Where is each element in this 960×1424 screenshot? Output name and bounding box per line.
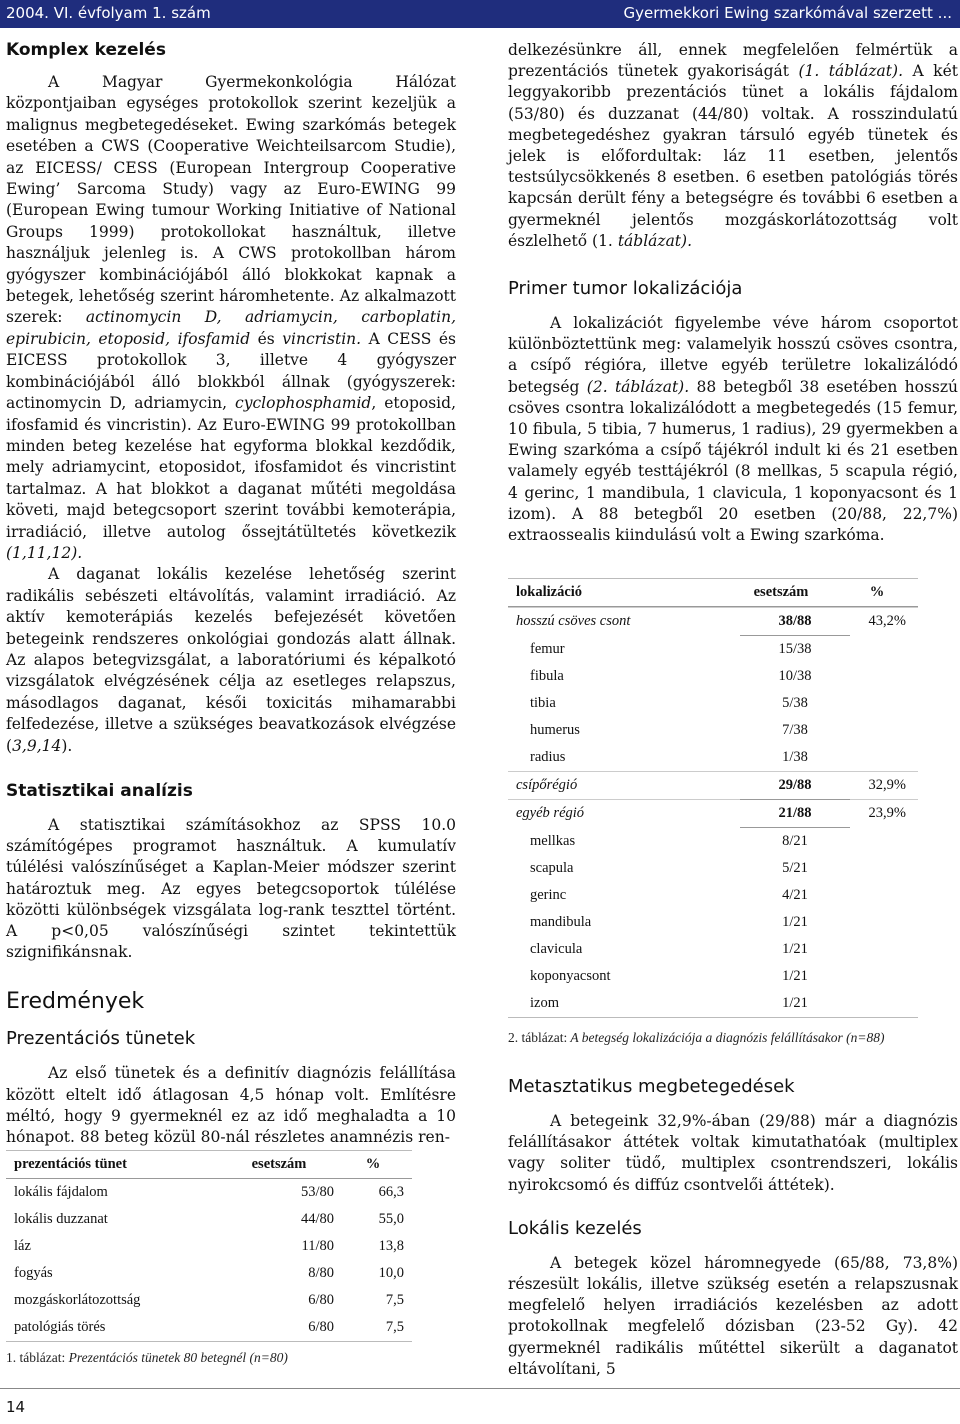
table-1-caption: 1. táblázat: Prezentációs tünetek 80 betegnél (n=80) (6, 1350, 288, 1365)
table-2-row (508, 663, 918, 690)
table-2-cell-count: 1/21 (782, 914, 808, 930)
table-2-row (508, 909, 918, 936)
table-1-cell-symptom: patológiás törés (14, 1319, 106, 1335)
table-2-cell-pct (850, 855, 918, 882)
table-1-cell-symptom: lokális duzzanat (14, 1211, 108, 1227)
table-1-cell-pct: 10,0 (378, 1265, 404, 1281)
table-1-cell-count: 44/80 (300, 1211, 334, 1227)
table-2-cell-pct (850, 882, 918, 909)
table-2-header-row (508, 579, 918, 607)
table-2-cell-count: 7/38 (782, 722, 808, 738)
table-2-row (508, 963, 918, 990)
table-1-cell-count: 11/80 (301, 1238, 334, 1254)
table-2-cell-pct (850, 990, 918, 1018)
table-2-cell-location: koponyacsont (530, 968, 611, 984)
table-2-cell-count: 10/38 (778, 668, 812, 684)
journal-issue: 2004. VI. évfolyam 1. szám (6, 4, 211, 22)
table-1-cell-count: 8/80 (308, 1265, 334, 1281)
table-2-cell-location: izom (530, 995, 559, 1011)
table-2-row (508, 636, 918, 664)
paragraph-komplex-kezeles-2: A daganat lokális kezelése lehetőség szerint radikális sebészeti eltávolítás, valamint irradiáció. Az aktív kemoterápiás kezelés befejezését követően betegeink rendszeres onkológiai gondozás alatt állnak. Az alapos betegvizsgálat, a laboratóriumi és képalkotó vizsgálatok elvégzésének célja az esetleges relapszus, másodlagos daganat, késői toxicitás mihamarabbi felfedezése, illetve a szükséges beavatkozások elvégzése (3,9,14). (6, 565, 456, 755)
table-1-row (6, 1260, 412, 1287)
table-2-cell-pct (850, 744, 918, 772)
table-1-cell-pct: 7,5 (385, 1292, 404, 1308)
table-2-header-location: lokalizáció (508, 579, 726, 607)
page-number: 14 (6, 1398, 26, 1416)
table-1-row (6, 1287, 412, 1314)
table-2 (508, 578, 918, 607)
table-2-cell-count: 1/21 (782, 968, 808, 984)
table-1-cell-pct: 7,5 (385, 1319, 404, 1335)
table-1-header-count: esetszám (224, 1151, 334, 1179)
table-2-row (508, 990, 918, 1018)
paragraph-prezentacios-tunetek: Az első tünetek és a definitív diagnózis felállítása között eltelt idő átlagosan 4,5 hónap volt. Említésre méltó, hogy 9 gyermeknél ez az idő meghaladta a 10 hónapot. 88 beteg közül 80-nál részletes anamnézis ren- (6, 1064, 456, 1147)
footer-rule (0, 1388, 960, 1389)
table-1-cell-symptom: mozgáskorlátozottság (14, 1292, 141, 1308)
table-2-cell-location: tibia (530, 695, 556, 711)
table-2-group-row (508, 800, 918, 828)
table-1-row (6, 1314, 412, 1342)
paragraph-metasztatikus: A betegeink 32,9%-ában (29/88) már a diagnózis felállításakor áttétek voltak kimutathatóak (multiplex vagy soliter tüdő, multiplex csontrendszeri, lokális nyirokcsomó és diffúz csontvelői áttétek). (508, 1112, 958, 1194)
table-2-cell-pct: 43,2% (868, 613, 906, 630)
table-2-block (508, 578, 928, 1046)
table-2-cell-count: 29/88 (740, 772, 850, 800)
table-2-cell-pct (850, 936, 918, 963)
table-1-row (6, 1233, 412, 1260)
section-title-komplex-kezeles: Komplex kezelés (6, 40, 166, 60)
table-2-cell-location: gerinc (530, 887, 567, 903)
subsection-title-prezentacios-tunetek: Prezentációs tünetek (6, 1028, 196, 1050)
table-2-cell-pct (850, 690, 918, 717)
table-2-cell-pct: 32,9% (868, 777, 906, 793)
table-2-cell-location: femur (530, 640, 565, 657)
left-column (6, 36, 456, 1148)
table-2-cell-count: 15/38 (778, 641, 812, 657)
section-title-eredmenyek: Eredmények (6, 989, 145, 1015)
right-column-lower (508, 1076, 958, 1380)
table-2-cell-count: 21/88 (740, 800, 850, 828)
table-1 (6, 1150, 412, 1179)
table-2-cell-count: 5/21 (782, 860, 808, 876)
table-2-cell-location: clavicula (530, 941, 583, 957)
table-2-cell-pct (850, 828, 918, 856)
table-1-header-symptom: prezentációs tünet (6, 1151, 224, 1179)
table-2-cell-count: 1/21 (782, 995, 808, 1011)
paragraph-komplex-kezeles-1: A Magyar Gyermekonkológia Hálózat központjaiban egységes protokollok szerint kezeljük a malignus megbetegedéseket. Ewing szarkómás betegek esetében a CWS (Cooperative Weichteilsarcom Studie), az EICESS/ CESS (European Intergroup Cooperative Ewing’ Sarcoma Study) vagy az Euro-EWING 99 (European Ewing tumour Working Initiative of National Groups 1999) protokollokat használtuk, illetve használjuk jelenleg is. A CWS protokollban három gyógyszer kombinációjából álló blokkokat kapnak a betegek, lehetőség szerint háromhetente. Az alkalmazott szerek: actinomycin D, adriamycin, carboplatin, epirubicin, etoposid, ifosfamid és vincristin. A CESS és EICESS protokollok 3, illetve 4 gyógyszer kombinációjából álló blokkból állnak (gyógyszerek: actinomycin D, adriamycin, cyclophosphamid, etoposid, ifosfamid és vincristin). Az Euro-EWING 99 protokollban minden beteg kezelése hat egyforma blokkal kezdődik, mely adriamycint, etoposidot, ifosfamidot és vincristint tartalmaz. A hat blokkot a daganat műtéti megoldása követi, majd betegcsoport szerint további kemoterápia, irradiáció, illetve autolog őssejtátültetés következik (1,11,12). (6, 73, 456, 562)
right-column (508, 40, 958, 546)
table-2-cell-count: 1/38 (782, 749, 808, 765)
table-2-cell-pct (850, 717, 918, 744)
table-2-cell-pct (850, 636, 918, 664)
table-2-row (508, 855, 918, 882)
table-1-header-pct: % (334, 1151, 412, 1179)
table-1-cell-symptom: lokális fájdalom (14, 1184, 108, 1200)
table-1-cell-count: 53/80 (300, 1184, 334, 1200)
table-2-group-row (508, 772, 918, 800)
table-2-cell-pct (850, 963, 918, 990)
paragraph-statisztikai-analizis: A statisztikai számításokhoz az SPSS 10.0 számítógépes programot használtuk. A kumulatív túlélési valószínűséget a Kaplan-Meier módszer szerint határoztuk meg. Az egyes betegcsoportok túlélése közötti különbségek vizsgálata log-rank teszttel történt. A p<0,05 valószínűségi szintet tekintettük szignifikánsnak. (6, 816, 456, 962)
table-2-cell-location: scapula (530, 860, 574, 876)
table-1-cell-pct: 55,0 (378, 1211, 404, 1227)
table-1-body (6, 1179, 412, 1342)
section-title-metasztatikus: Metasztatikus megbetegedések (508, 1076, 795, 1097)
table-2-caption: 2. táblázat: A betegség lokalizációja a diagnózis felállításakor (n=88) (508, 1030, 885, 1045)
table-2-body (508, 607, 918, 1018)
table-1-row (6, 1206, 412, 1233)
table-2-cell-location: fibula (530, 668, 564, 684)
table-1-cell-symptom: láz (14, 1238, 31, 1254)
running-title: Gyermekkori Ewing szarkómával szerzett ... (623, 4, 952, 22)
section-title-statisztikai-analizis: Statisztikai analízis (6, 781, 193, 801)
table-2-row (508, 690, 918, 717)
table-2-cell-location: radius (530, 749, 566, 765)
journal-header (0, 0, 960, 28)
table-1-cell-pct: 66,3 (378, 1184, 404, 1200)
table-2-cell-count: 1/21 (782, 941, 808, 957)
table-2-row (508, 744, 918, 772)
table-2-cell-count: 5/38 (782, 695, 808, 711)
table-2-cell-count: 38/88 (740, 608, 850, 636)
table-2-cell-count: 4/21 (782, 887, 808, 903)
paragraph-primer-tumor: A lokalizációt figyelembe véve három csoportot különböztettünk meg: valamelyik hosszú csöves csontra, a csípő régióra, illetve egyéb területre lokalizálódó betegség (2. táblázat). 88 betegből 38 esetében hosszú csöves csontra lokalizálódott a megbetegedés (15 femur, 10 fibula, 5 tibia, 7 humerus, 1 radius), 29 gyermekben a Ewing szarkóma a csípő tájékról indult ki és 21 esetben valamely egyéb testtájékról (8 mellkas, 5 scapula régió, 4 gerinc, 1 mandibula, 1 clavicula, 1 koponyacsont és 1 izom). A 88 betegből 20 esetben (20/88, 22,7%) extraossealis kiindulású volt a Ewing szarkóma. (508, 314, 958, 545)
table-2-row (508, 936, 918, 963)
table-1-cell-pct: 13,8 (378, 1238, 404, 1254)
paragraph-lokalis-kezeles: A betegek közel háromnegyede (65/88, 73,8%) részesült lokális, illetve szükség esetén a relapszusnak megfelelő helyen irradiációs kezelésben az adott protokollnak megfelelő dózisban (23-52 Gy). 42 gyermeknél radikális műtéttel sikerült a daganatot eltávolítani, 5 (508, 1253, 958, 1378)
table-2-cell-location: mandibula (530, 914, 592, 930)
table-2-cell-location: egyéb régió (516, 805, 585, 822)
table-2-cell-location: hosszú csöves csont (516, 613, 631, 630)
table-1-cell-count: 6/80 (308, 1292, 334, 1308)
section-title-primer-tumor: Primer tumor lokalizációja (508, 278, 743, 300)
table-2-group-row (508, 608, 918, 636)
table-1-row (6, 1179, 412, 1206)
table-2-cell-location: humerus (530, 722, 580, 738)
table-2-cell-count: 8/21 (782, 833, 808, 849)
table-2-row (508, 882, 918, 909)
table-2-cell-pct (850, 909, 918, 936)
table-2-cell-pct (850, 663, 918, 690)
table-2-header-pct: % (836, 579, 918, 607)
section-title-lokalis-kezeles: Lokális kezelés (508, 1217, 642, 1239)
table-2-cell-location: mellkas (530, 832, 576, 849)
paragraph-prezentacios-cont: delkezésünkre áll, ennek megfelelően felmértük a prezentációs tünetek gyakoriságát (1. táblázat). A két leggyakoribb prezentációs tünet a lokális fájdalom (53/80) és duzzanat (44/80) voltak. A rosszindulatú megbetegedéshez gyakran társuló egyéb tünetek és jelek is előfordultak: láz 11 esetben, jelentős testsúlycsökkenés 8 esetben. 6 esetben patológiás törés kapcsán derült fény a betegségre és további 6 esetben a gyermeknél jelentős mozgáskorlátozottság volt észlelhető (1. táblázat). (508, 41, 958, 250)
table-1-cell-count: 6/80 (308, 1319, 334, 1335)
table-2-row (508, 828, 918, 856)
table-2-cell-location: csípőrégió (516, 777, 578, 793)
table-2-header-count: esetszám (726, 579, 836, 607)
table-1-header-row (6, 1151, 412, 1179)
table-1-cell-symptom: fogyás (14, 1265, 53, 1281)
table-2-row (508, 717, 918, 744)
table-1-block (6, 1150, 426, 1366)
table-2-cell-pct: 23,9% (868, 805, 906, 822)
